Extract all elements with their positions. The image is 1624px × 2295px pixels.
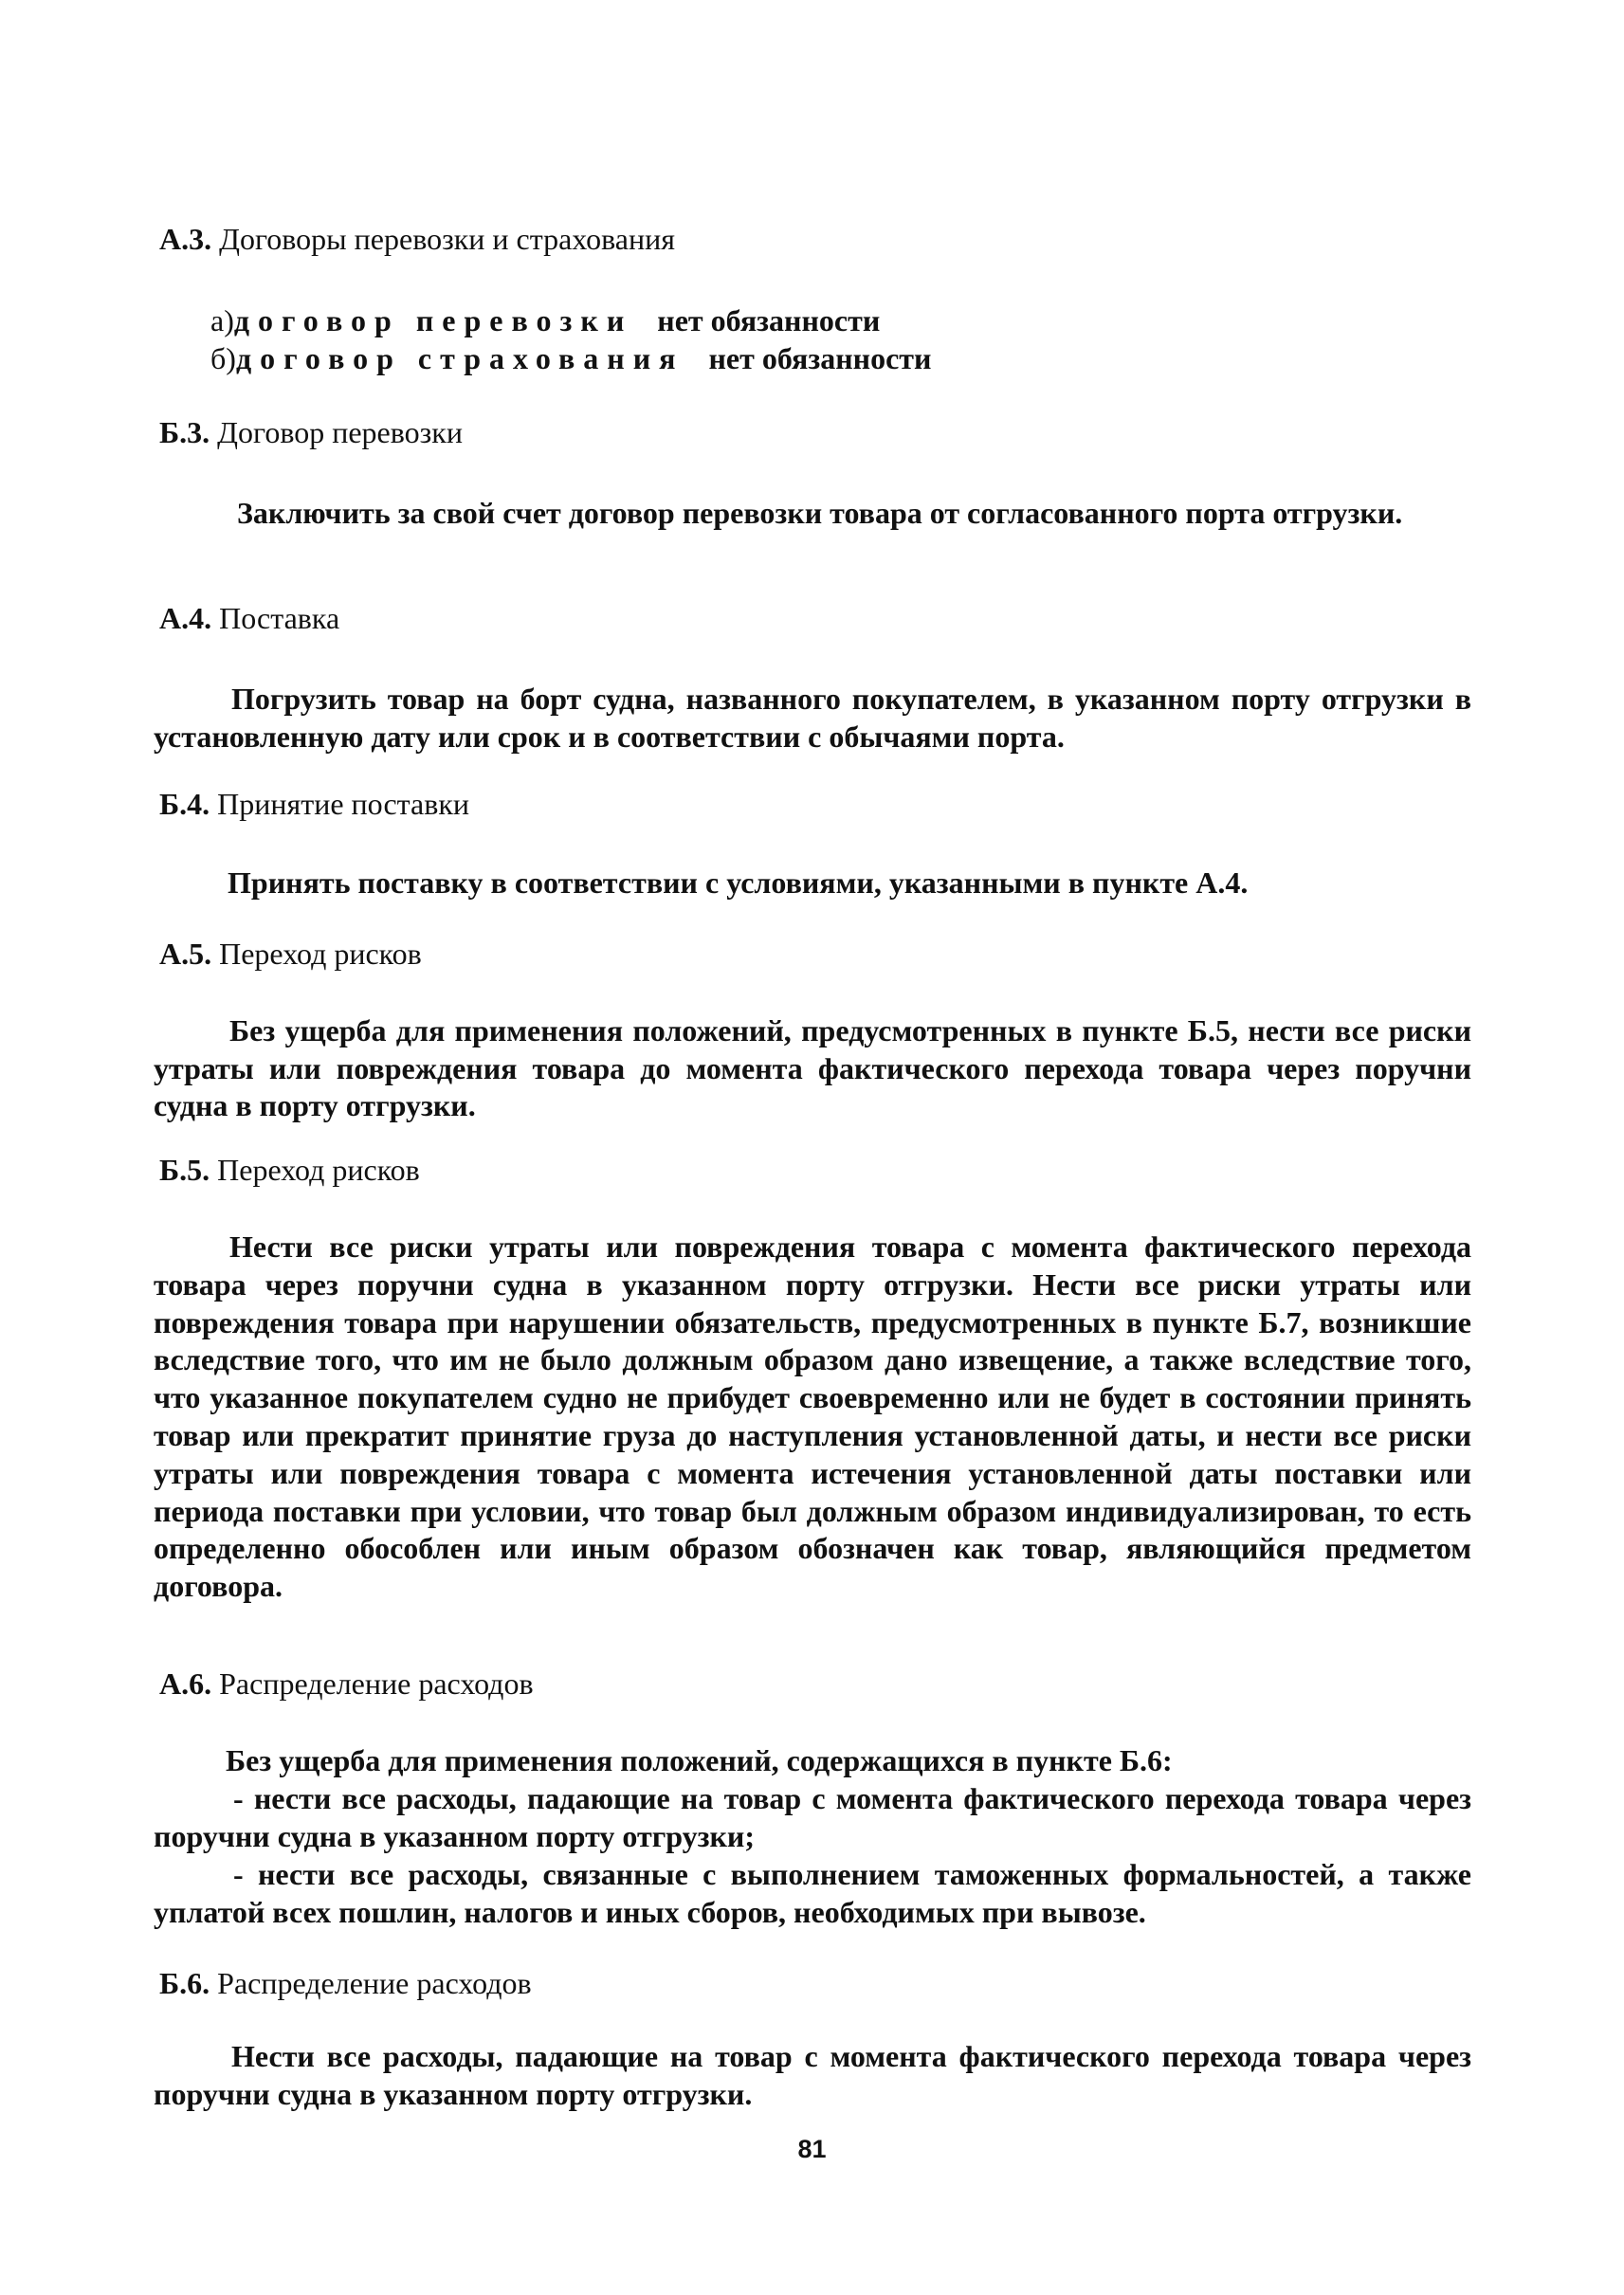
- item-text: договор перевозки: [233, 303, 633, 337]
- section-title: Распределение расходов: [219, 1667, 534, 1701]
- section-number: Б.5.: [159, 1153, 210, 1187]
- section-number: А.3.: [159, 222, 212, 256]
- paragraph-b4: Принять поставку в соответствии с условиями, указанными в пункте А.4.: [228, 865, 1249, 900]
- paragraph-a4: Погрузить товар на борт судна, названного покупателем, в указанном порту отгрузки в установленную дату или срок и в соответствии с обычаями порта.: [154, 682, 1471, 754]
- paragraph-a6-item1: - нести все расходы, падающие на товар с момента фактического перехода товара через поручни судна в указанном порту отгрузки;: [154, 1781, 1471, 1853]
- item-value: нет обязанности: [657, 303, 881, 337]
- paragraph-b3: Заключить за свой счет договор перевозки товара от согласованного порта отгрузки.: [237, 496, 1403, 530]
- section-title: Договоры перевозки и страхования: [219, 222, 675, 256]
- paragraph-a5: Без ущерба для применения положений, предусмотренных в пункте Б.5, нести все риски утраты или повреждения товара до момента фактического перехода товара через поручни судна в порту отгрузки.: [154, 1013, 1471, 1122]
- section-number: А.4.: [159, 601, 212, 635]
- section-heading-a5: [159, 935, 422, 973]
- section-number: А.6.: [159, 1667, 212, 1701]
- paragraph-b5: Нести все риски утраты или повреждения товара с момента фактического перехода товара через поручни судна в указанном порту отгрузки. Нести все риски утраты или повреждения товара при нарушении обязательств, предусмотренных в пункте Б.7, возникшие вследствие того, что им не было должным образом дано извещение, а также вследствие того, что указанное покупателем судно не прибудет своевременно или не будет в состоянии принять товар или прекратит принятие груза до наступления установленной даты, и нести все риски утраты или повреждения товара с момента истечения установленной даты поставки или периода поставки при условии, что товар был должным образом индивидуализирован, то есть определенно обособлен или иным образом обозначен как товар, являющийся предметом договора.: [154, 1229, 1471, 1604]
- item-label: б): [210, 341, 236, 375]
- section-title: Поставка: [219, 601, 340, 635]
- section-number: Б.4.: [159, 787, 210, 821]
- section-heading-a4: [159, 599, 339, 637]
- section-heading-b4: [159, 785, 469, 823]
- section-heading-b6: [159, 1964, 532, 2002]
- section-title: Переход рисков: [219, 937, 422, 971]
- section-title: Переход рисков: [217, 1153, 420, 1187]
- page-number: 81: [797, 2135, 827, 2163]
- section-heading-a3: [159, 220, 675, 258]
- section-number: А.5.: [159, 937, 212, 971]
- paragraph-b6: Нести все расходы, падающие на товар с момента фактического перехода товара через поручни судна в указанном порту отгрузки.: [154, 2039, 1471, 2111]
- section-heading-b3: [159, 413, 463, 451]
- section-title: Принятие поставки: [217, 787, 470, 821]
- list-item-a: [210, 301, 880, 339]
- item-value: нет обязанности: [708, 341, 932, 375]
- section-heading-a6: [159, 1665, 534, 1703]
- section-title: Распределение расходов: [217, 1966, 532, 2000]
- paragraph-a6-item2: - нести все расходы, связанные с выполнением таможенных формальностей, а также уплатой всех пошлин, налогов и иных сборов, необходимых при вывозе.: [154, 1857, 1471, 1929]
- paragraph-a6-intro: Без ущерба для применения положений, содержащихся в пункте Б.6:: [226, 1743, 1173, 1777]
- section-title: Договор перевозки: [217, 415, 463, 449]
- section-number: Б.6.: [159, 1966, 210, 2000]
- item-text: договор страхования: [235, 341, 684, 375]
- item-label: а): [210, 303, 234, 337]
- section-heading-b5: [159, 1151, 420, 1189]
- section-number: Б.3.: [159, 415, 210, 449]
- list-item-b: [210, 339, 931, 377]
